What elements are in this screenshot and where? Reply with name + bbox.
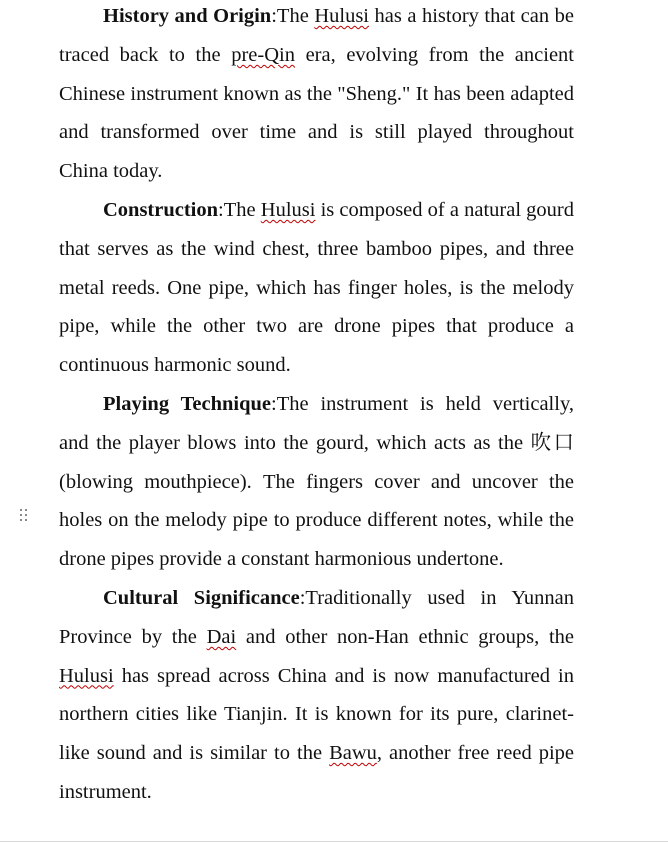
paragraph-text: era, evolving from the ancient Chinese instrument known as the "Sheng." It has been adapted and transformed over time and is still played throughout China today.	[59, 43, 574, 183]
paragraph-heading: Cultural Significance	[103, 586, 300, 609]
heading-separator: :	[270, 392, 277, 415]
paragraph-text: has spread across China and is now manufactured in northern cities like Tianjin. It is known for its pure, clarinet-like sound and is similar to the	[59, 664, 574, 765]
page-bottom-divider	[0, 841, 668, 842]
spellcheck-flagged-word: Bawu	[329, 742, 377, 765]
heading-separator: :	[299, 586, 306, 609]
spellcheck-flagged-word: pre-Qin	[231, 43, 295, 66]
heading-separator: :	[271, 5, 277, 27]
paragraph-text: has a history that can be traced back to the	[59, 5, 574, 66]
paragraph-text: The instrument is held vertically, and the player blows into the gourd, which acts as the 吹口 (blowing mouthpiece). The fingers cover and uncover the holes on the melody pipe to produce different notes, while the drone pipes provide a constant harmonious undertone.	[59, 392, 574, 571]
document-body[interactable]	[59, 0, 574, 812]
paragraph-heading: Construction	[103, 198, 219, 221]
paragraph-text: , another free reed pipe instrument.	[59, 742, 575, 803]
paragraph-text: Traditionally used in Yunnan Province by the	[59, 586, 574, 648]
paragraph-heading: History and Origin	[103, 5, 272, 27]
spellcheck-flagged-word: Hulusi	[260, 198, 316, 221]
heading-separator: :	[218, 198, 224, 221]
spellcheck-flagged-word: Hulusi	[314, 5, 369, 27]
paragraph-text: The	[276, 5, 315, 27]
paragraph[interactable]	[59, 191, 574, 385]
paragraph-text: and other non-Han ethnic groups, the	[236, 625, 575, 648]
spellcheck-flagged-word: Hulusi	[59, 664, 114, 687]
paragraph-text: The	[223, 198, 261, 221]
paragraph[interactable]	[59, 385, 574, 579]
paragraph-heading: Playing Technique	[103, 392, 271, 415]
drag-handle-icon[interactable]	[20, 509, 30, 523]
paragraph-text: is composed of a natural gourd that serves as the wind chest, three bamboo pipes, and three metal reeds. One pipe, which has finger holes, is the melody pipe, while the other two are drone pipes that produce a continuous harmonic sound.	[59, 198, 574, 377]
spellcheck-flagged-word: Dai	[206, 625, 237, 648]
paragraph[interactable]	[59, 579, 574, 812]
paragraph[interactable]	[59, 0, 574, 191]
